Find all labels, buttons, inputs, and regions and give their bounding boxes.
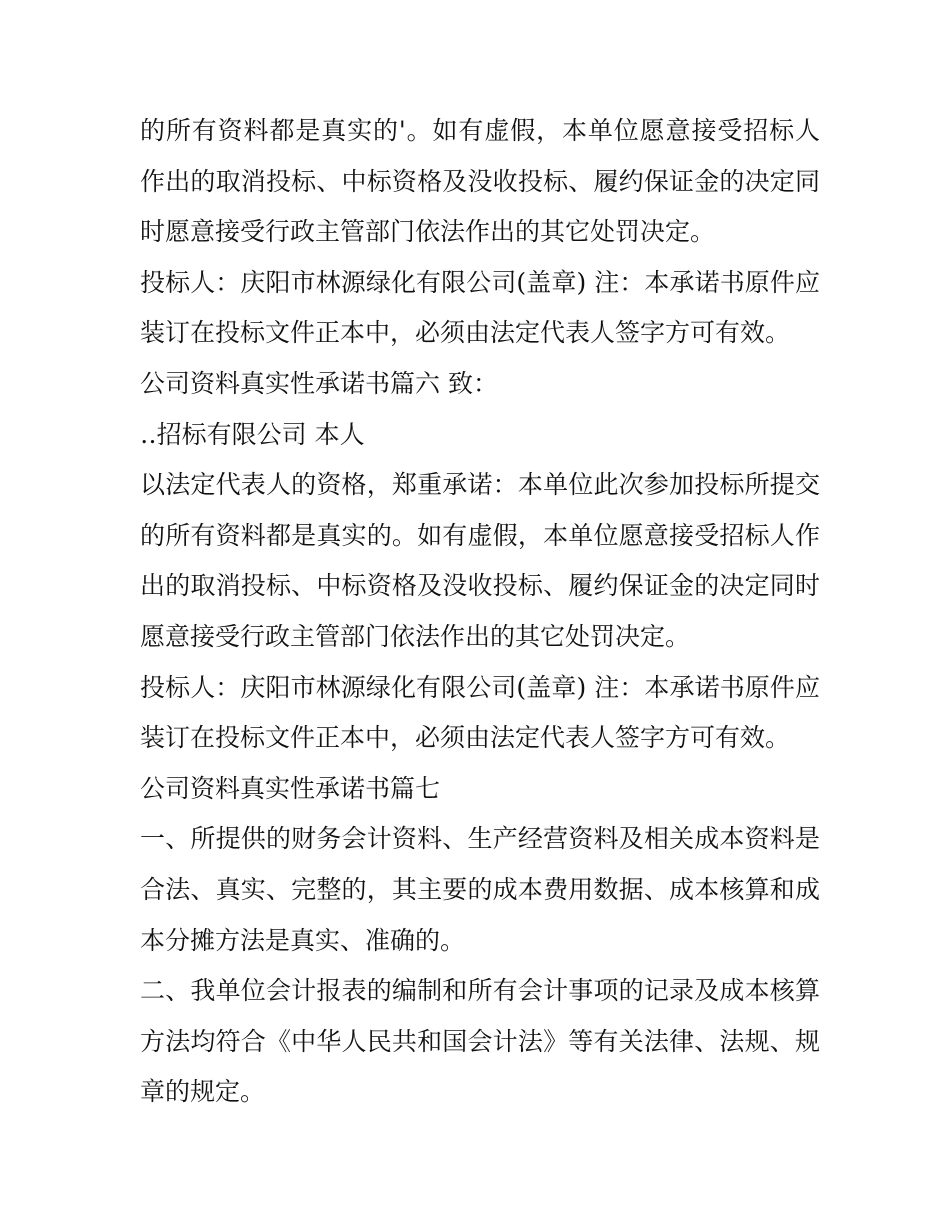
text-line: 装订在投标文件正本中，必须由法定代表人签字方可有效。 (140, 723, 791, 753)
text-line: 方法均符合《中华人民共和国会计法》等有关法律、法规、规 (140, 1026, 820, 1056)
section-heading: 公司资料真实性承诺书篇六 致： (140, 368, 498, 398)
text-line: 二、我单位会计报表的编制和所有会计事项的记录及成本核算 (140, 976, 820, 1006)
text-line: 一、所提供的财务会计资料、生产经营资料及相关成本资料是 (140, 824, 820, 854)
text-line: 出的取消投标、中标资格及没收投标、履约保证金的决定同时 (140, 571, 820, 601)
text-line: ‥招标有限公司 本人 (140, 419, 365, 449)
text-line: 的所有资料都是真实的'。如有虚假，本单位愿意接受招标人 (140, 116, 820, 145)
text-line: 以法定代表人的资格，郑重承诺：本单位此次参加投标所提交 (140, 470, 820, 500)
text-line: 的所有资料都是真实的。如有虚假，本单位愿意接受招标人作 (140, 520, 820, 550)
text-line: 时愿意接受行政主管部门依法作出的其它处罚决定。 (140, 217, 716, 247)
text-line: 愿意接受行政主管部门依法作出的其它处罚决定。 (140, 621, 691, 651)
text-line: 章的规定。 (140, 1077, 266, 1107)
text-line: 合法、真实、完整的，其主要的成本费用数据、成本核算和成 (140, 874, 820, 904)
text-line: 投标人：庆阳市林源绿化有限公司(盖章) 注：本承诺书原件应 (140, 672, 820, 702)
text-line: 装订在投标文件正本中，必须由法定代表人签字方可有效。 (140, 318, 791, 348)
text-line: 作出的取消投标、中标资格及没收投标、履约保证金的决定同 (140, 166, 820, 196)
text-line: 本分摊方法是真实、准确的。 (140, 925, 466, 955)
document-body (140, 106, 820, 1118)
section-heading: 公司资料真实性承诺书篇七 (140, 773, 441, 803)
text-line: 投标人：庆阳市林源绿化有限公司(盖章) 注：本承诺书原件应 (140, 267, 820, 297)
